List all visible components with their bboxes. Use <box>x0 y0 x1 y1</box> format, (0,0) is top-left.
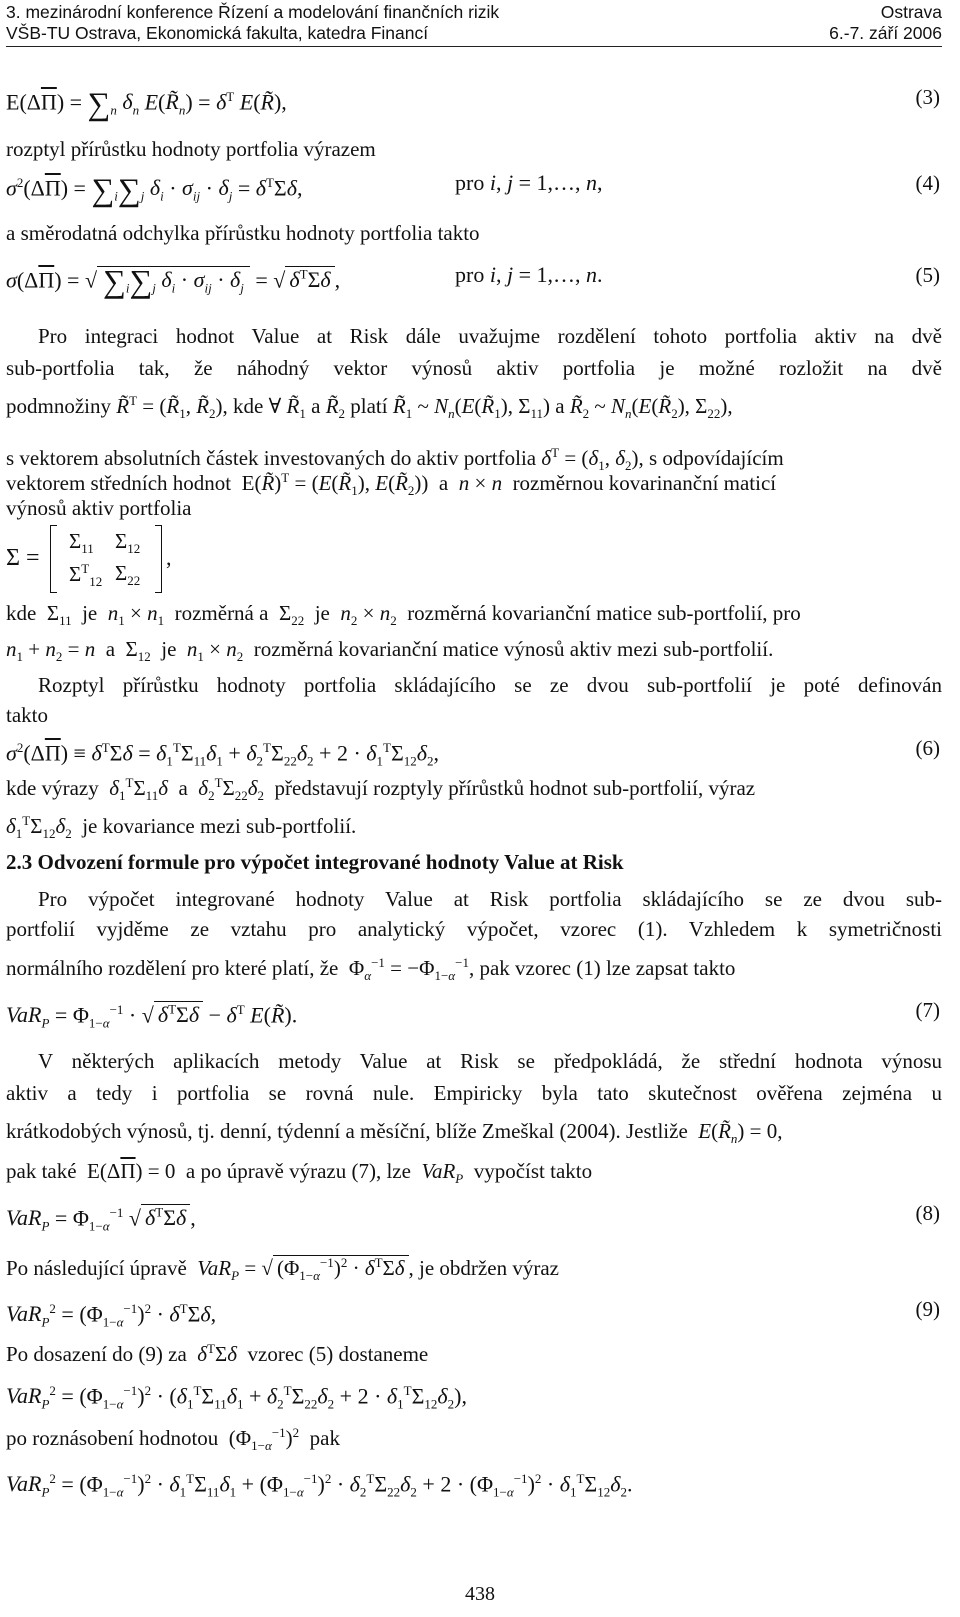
text-span: , je obdržen výraz <box>408 1256 559 1280</box>
text-span: po roznásobení hodnotou <box>6 1426 219 1450</box>
paragraph-line: po roznásobení hodnotou $(\Phi_{1-\alpha}^{-1})^2$ pak <box>6 1425 340 1454</box>
paragraph-line: vektorem středních hodnot E(R̃)$^T$ = ($E(R̃_1)$, $E(R̃_2)$) a n × n rozměrnou kovarinanční maticí <box>6 470 777 499</box>
equation-number: (9) <box>915 1297 940 1321</box>
equation-5: $\sigma(\Delta\overline{\Pi})$ = √ $\sum_i\sum_j$ $\delta_i \cdot \sigma_{ij} \cdot \delta_j$ = √ $\delta^T\Sigma\delta$ , <box>6 263 341 300</box>
paragraph-line: kde $\Sigma_{11}$ je $n_1 \times n_1$ rozměrná a $\Sigma_{22}$ je $n_2 \times n_2$ rozměrná kovarianční matice sub-portfolií, pro <box>6 601 801 629</box>
text-span: a <box>178 776 188 800</box>
equation-var-final: $VaR_P^2 = (\Phi_{1-\alpha}^{-1})^2 \cdot \delta_1^T\Sigma_{11}\delta_1 + (\Phi_{1-\alpha}^{-1})^2 \cdot \delta_2^T\Sigma_{22}\delta_2 + 2 \cdot (\Phi_{1-\alpha}^{-1})^2 \cdot \delta_1^T\Sigma_{12}\delta_2$. <box>6 1471 633 1500</box>
text-span: krátkodobých výnosů, tj. denní, týdenní a měsíční, blíže Zmeškal (2004). Jestliže <box>6 1119 688 1143</box>
page-header <box>6 2 942 47</box>
text-span: kde <box>6 601 37 625</box>
paragraph-line: pak také $E(\Delta\overline{\Pi}) = 0$ a po úpravě výrazu (7), lze VaR$_P$ vypočíst takto <box>6 1159 593 1187</box>
equation-8: $VaR_P = \Phi_{1-\alpha}^{-1}$ √ $\delta^T\Sigma\delta$ , <box>6 1205 196 1234</box>
paragraph-line: Pro integraci hodnot Value at Risk dále uvažujme rozdělení tohoto portfolia aktiv na dvě <box>38 324 942 348</box>
paragraph-line: normálního rozdělení pro které platí, že $\Phi_\alpha^{-1} = -\Phi_{1-\alpha}^{-1}$, pak vzorec (1) lze zapsat takto <box>6 955 736 984</box>
paragraph-line: takto <box>6 703 48 727</box>
conference-place: Ostrava <box>880 2 942 22</box>
equation-number: (3) <box>915 85 940 109</box>
text-span: normálního rozdělení pro které platí, že <box>6 956 339 980</box>
paragraph-line: výnosů aktiv portfolia <box>6 496 192 520</box>
pro-label: pro <box>455 170 485 195</box>
conference-title: 3. mezinárodní konference Řízení a modelování finančních rizik <box>6 2 500 22</box>
text-span: rozměrná kovarianční matice sub-portfolií, pro <box>407 601 801 625</box>
text-span: rozměrná a <box>174 601 269 625</box>
paragraph-line: $\delta_1^T\Sigma_{12}\delta_2$ je kovariance mezi sub-portfolií. <box>6 813 357 842</box>
paragraph-line: kde výrazy $\delta_1^T\Sigma_{11}\delta$ a $\delta_2^T\Sigma_{22}\delta_2$ představují rozptyly přírůstků hodnot sub-portfolií, výraz <box>6 775 756 804</box>
text-span: Po dosazení do (9) za <box>6 1342 187 1366</box>
equation-4: $\sigma^2(\Delta\overline{\Pi}) = \sum_i\sum_j$ $\delta_i \cdot \sigma_{ij} \cdot \delta_j = \delta^T\Sigma\delta$, <box>6 171 303 208</box>
matrix-cell: $\Sigma_{11}$ <box>69 529 94 557</box>
equation-3: $E(\Delta\overline{\Pi}) = \sum_n$ $\delta_n$ $E(R̃_n) = \delta^T$ E(R̃), <box>6 85 287 122</box>
text-span: představují rozptyly přírůstků hodnot sub-portfolií, výraz <box>274 776 756 800</box>
text-span: s vektorem absolutních částek investovaných do aktiv portfolia <box>6 446 537 470</box>
paragraph-line: a směrodatná odchylka přírůstku hodnoty portfolia takto <box>6 221 480 245</box>
text-span: vzorec (5) dostaneme <box>247 1342 429 1366</box>
text-span: pak také <box>6 1159 77 1183</box>
paragraph-line: portfolií vyjděme ze vztahu pro analytický výpočet, vzorec (1). Vzhledem k symetričnosti <box>6 917 942 941</box>
equation-number: (5) <box>915 263 940 287</box>
text-span: a <box>311 394 321 418</box>
matrix-cell: $\Sigma^T_{12}$ <box>69 561 103 590</box>
equation-number: (4) <box>915 171 940 195</box>
equation-6: $\sigma^2(\Delta\overline{\Pi}) \equiv \delta^T\Sigma\delta = \delta_1^T\Sigma_{11}\delta_1 + \delta_2^T\Sigma_{22}\delta_2 + 2 \cdot \delta_1^T\Sigma_{12}\delta_2$, <box>6 740 440 769</box>
text-span: je kovariance mezi sub-portfolií. <box>82 814 357 838</box>
equation-number: (6) <box>915 736 940 760</box>
text-span: pak <box>309 1426 340 1450</box>
text-span: je <box>314 601 330 625</box>
sigma-symbol: Σ = <box>6 545 40 571</box>
text-span: , s odpovídajícím <box>638 446 784 470</box>
equation-7: $VaR_P = \Phi_{1-\alpha}^{-1}$ · √ $\delta^T\Sigma\delta - \delta^T$ E(R̃). <box>6 1002 298 1031</box>
covariance-matrix <box>50 525 162 593</box>
paragraph-line: Rozptyl přírůstku hodnoty portfolia skládajícího se ze dvou sub-portfolií je poté definován <box>38 673 942 697</box>
paragraph-line: aktiv a tedy i portfolia se rovná nule. Empiricky byla tato skutečnost ověřena zejména u <box>6 1081 942 1105</box>
text-span: kde výrazy <box>6 776 99 800</box>
paragraph-line: sub-portfolia tak, že náhodný vektor výnosů aktiv portfolia je možné rozložit na dvě <box>6 356 942 380</box>
paragraph-line: Po dosazení do (9) za $\delta^T\Sigma\delta$ vzorec (5) dostaneme <box>6 1341 429 1366</box>
paragraph-line: Pro výpočet integrované hodnoty Value at Risk portfolia skládajícího se ze dvou sub- <box>38 887 942 911</box>
pro-label: pro <box>455 262 485 287</box>
text-span: kde <box>233 394 264 418</box>
text-span: vektorem středních hodnot <box>6 471 232 495</box>
text-span: platí <box>350 394 388 418</box>
equation-9: $VaR_P^2 = (\Phi_{1-\alpha}^{-1})^2 \cdot \delta^T\Sigma\delta$, <box>6 1301 217 1330</box>
text-span: je <box>161 637 177 661</box>
punctuation: , <box>166 545 172 570</box>
text-span: a <box>555 394 565 418</box>
text-span: je <box>82 601 98 625</box>
conference-date: 6.-7. září 2006 <box>829 23 942 43</box>
paragraph-line: podmnožiny R̃$^T$ = ($R̃_1$, $R̃_2$), kde ∀ $R̃_1$ a $R̃_2$ platí $R̃_1$ ~ $N_n(E(R̃_1)$, $\Sigma_{11}$) a $R̃_2$ ~ $N_n(E(R̃_2)$, $\Sigma_{22}$), <box>6 393 733 422</box>
equation-4-condition: pro i, j = 1,…, n, <box>455 170 603 195</box>
matrix-cell: $\Sigma_{12}$ <box>115 529 141 557</box>
page-number: 438 <box>465 1583 495 1605</box>
paragraph-line: $n_1 + n_2 = n$ a $\Sigma_{12}$ je $n_1 \times n_2$ rozměrná kovarianční matice výnosů aktiv mezi sub-portfolií. <box>6 637 774 665</box>
equation-number: (7) <box>915 998 940 1022</box>
matrix-cell: $\Sigma_{22}$ <box>115 561 141 589</box>
text-span: , pak vzorec (1) lze zapsat takto <box>468 956 736 980</box>
text-span: a <box>438 471 449 495</box>
text-span: a <box>105 637 116 661</box>
paragraph-line: V některých aplikacích metody Value at Risk se předpokládá, že střední hodnota výnosu <box>38 1049 942 1073</box>
text-span: rozměrná kovarianční matice výnosů aktiv mezi sub-portfolií. <box>253 637 774 661</box>
text-span: vypočíst takto <box>473 1159 593 1183</box>
paragraph-line: krátkodobých výnosů, tj. denní, týdenní a měsíční, blíže Zmeškal (2004). Jestliže $E(R̃_n) = 0$, <box>6 1119 783 1147</box>
equation-var-expanded: $VaR_P^2 = (\Phi_{1-\alpha}^{-1})^2 \cdot (\delta_1^T\Sigma_{11}\delta_1 + \delta_2^T\Sigma_{22}\delta_2 + 2 \cdot \delta_1^T\Sigma_{12}\delta_2)$, <box>6 1383 467 1412</box>
text-span: rozměrnou kovarinanční maticí <box>512 471 777 495</box>
paragraph-line: Po následující úpravě VaR$_P$ = √ $(\Phi_{1-\alpha}^{-1})^2 \cdot \delta^T\Sigma\delta$ , je obdržen výraz <box>6 1255 559 1284</box>
text-span: a po úpravě výrazu (7), lze <box>185 1159 411 1183</box>
paragraph-line: s vektorem absolutních částek investovaných do aktiv portfolia $\delta^T = (\delta_1$, $\delta_2$), s odpovídajícím <box>6 445 784 474</box>
equation-number: (8) <box>915 1201 940 1225</box>
section-title: 2.3 Odvození formule pro výpočet integrované hodnoty Value at Risk <box>6 850 624 874</box>
text-span: Po následující úpravě <box>6 1256 187 1280</box>
equation-5-condition: pro i, j = 1,…, n. <box>455 262 603 287</box>
paragraph-line: rozptyl přírůstku hodnoty portfolia výrazem <box>6 137 376 161</box>
text-span: podmnožiny <box>6 394 111 418</box>
institution: VŠB-TU Ostrava, Ekonomická fakulta, katedra Financí <box>6 23 429 43</box>
